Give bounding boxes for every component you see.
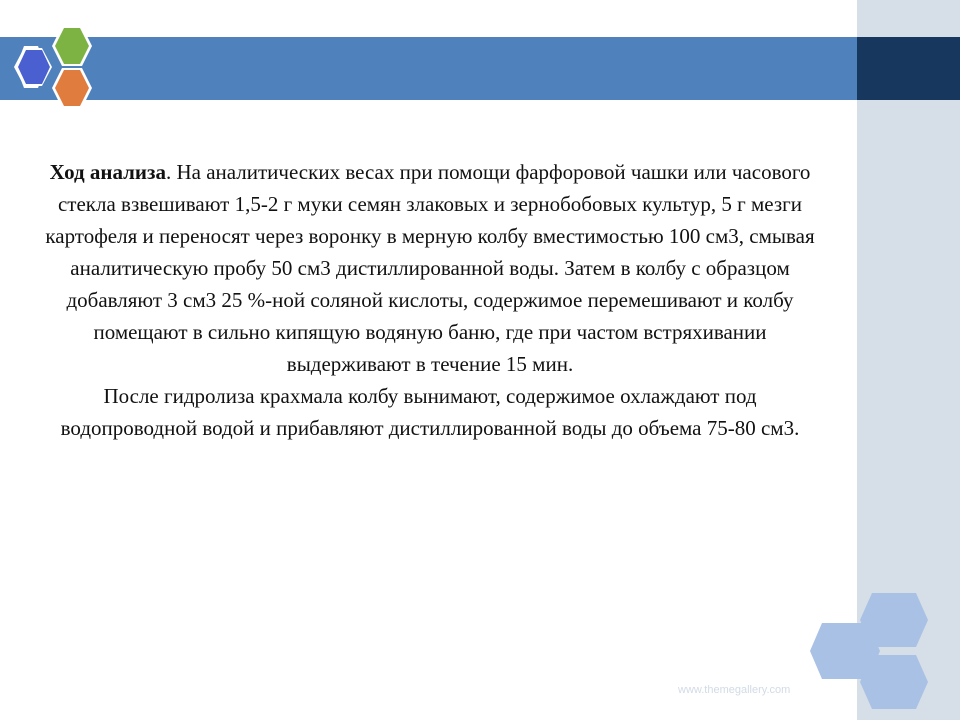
header-banner xyxy=(0,37,857,100)
header-banner-dark-end xyxy=(857,37,960,100)
paragraph-2: После гидролиза крахмала колбу вынимают, содержимое охлаждают под водопроводной водой и прибавляют дистиллированной воды до объема 75-80 см3. xyxy=(60,384,800,440)
slide-body xyxy=(40,156,820,444)
paragraph-1-text: . На аналитических весах при помощи фарфоровой чашки или часового стекла взвешивают 1,5-2 г муки семян злаковых и зернобобовых культур, 5 г мезги картофеля и переносят через воронку в мерную колбу вместимостью 100 см3, смывая аналитическую пробу 50 см3 дистиллированной воды. Затем в колбу с образцом добавляют 3 см3 25 %-ной соляной кислоты, содержимое перемешивают и колбу помещают в сильно кипящую водяную баню, где при частом встряхивании выдерживают в течение 15 мин. xyxy=(45,160,815,376)
paragraph-1 xyxy=(40,156,820,380)
hexagon-decoration-icon xyxy=(800,585,940,720)
footer-watermark: www.themegallery.com xyxy=(678,684,791,696)
hexagon-logo-icon xyxy=(10,22,110,117)
lead-phrase: Ход анализа xyxy=(49,160,166,184)
hexagon-light-3-icon xyxy=(860,655,928,709)
hexagon-light-2-icon xyxy=(860,593,928,647)
